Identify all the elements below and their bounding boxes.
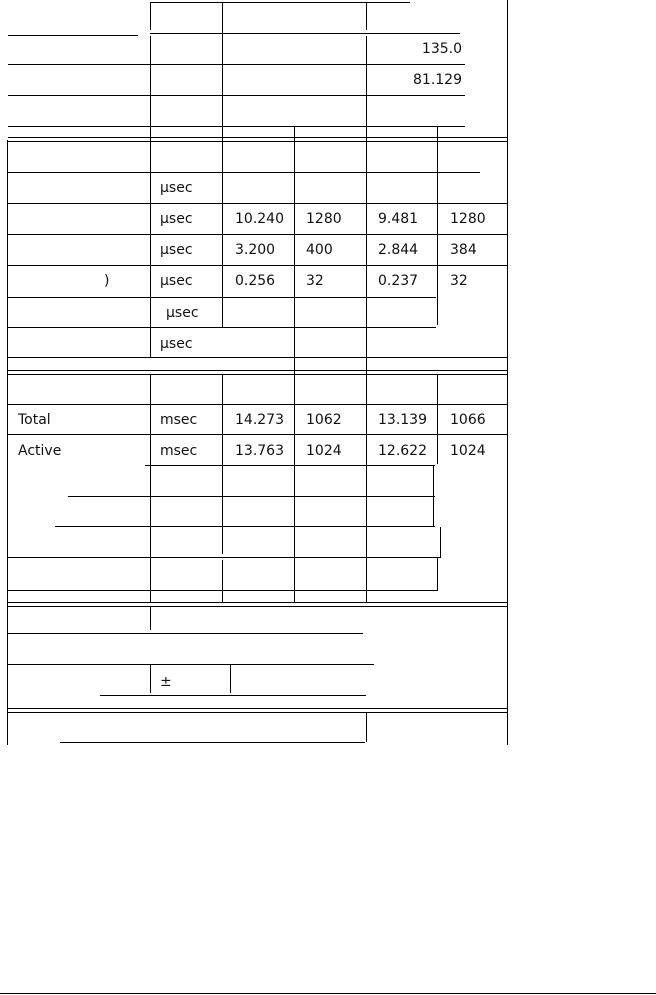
unit-cell: µsec (160, 180, 193, 196)
rule (8, 357, 508, 358)
unit-cell: msec (160, 412, 198, 428)
rule (145, 465, 435, 466)
row-label-total: Total (18, 412, 51, 428)
rule (55, 526, 435, 527)
unit-cell: µsec (160, 336, 193, 352)
col-divider (437, 558, 438, 590)
count-cell: 400 (306, 242, 333, 258)
value-cell: 9.481 (378, 211, 419, 227)
unit-cell: µsec (160, 273, 193, 289)
count-cell: 1062 (306, 412, 342, 428)
col-divider (150, 36, 151, 358)
value-cell: 2.844 (378, 242, 419, 258)
rule (60, 742, 365, 743)
rule (8, 203, 508, 204)
header-value-1: 135.0 (421, 41, 462, 57)
col-divider (150, 2, 151, 30)
header-value-2: 81.129 (413, 72, 462, 88)
value-cell: 3.200 (235, 242, 276, 258)
unit-cell: µsec (160, 242, 193, 258)
rule (8, 708, 508, 709)
rule (8, 557, 441, 558)
col-divider (222, 2, 223, 328)
value-cell: 0.237 (378, 273, 419, 289)
col-divider (366, 2, 367, 30)
col-divider (366, 712, 367, 742)
value-cell: 14.273 (235, 412, 284, 428)
count-cell: 384 (450, 242, 477, 258)
value-cell: 13.763 (235, 443, 284, 459)
col-divider (294, 327, 295, 602)
rule (8, 606, 508, 607)
table-right-border (507, 0, 508, 745)
col-divider (437, 127, 438, 325)
rule (8, 712, 508, 713)
rule (8, 172, 480, 173)
col-divider (440, 527, 441, 557)
col-divider (433, 466, 434, 526)
rule (8, 370, 508, 371)
rule (8, 141, 508, 142)
col-divider (150, 665, 151, 693)
rule (8, 602, 508, 603)
count-cell: 1024 (450, 443, 486, 459)
fragment-glyph: ) (104, 273, 110, 289)
count-cell: 32 (306, 273, 324, 289)
rule (8, 95, 465, 96)
rule (150, 2, 410, 3)
rule (150, 33, 460, 34)
col-divider (150, 606, 151, 630)
value-cell: 10.240 (235, 211, 284, 227)
col-divider (222, 560, 223, 602)
tolerance-symbol: ± (160, 674, 172, 690)
col-divider (366, 36, 367, 602)
col-divider (294, 127, 295, 327)
unit-cell: msec (160, 443, 198, 459)
rule (8, 35, 138, 36)
rule (8, 137, 508, 138)
count-cell: 1024 (306, 443, 342, 459)
rule (8, 265, 508, 266)
col-divider (230, 665, 231, 693)
rule (8, 434, 508, 435)
value-cell: 12.622 (378, 443, 427, 459)
col-divider (437, 374, 438, 464)
rule (8, 374, 508, 375)
count-cell: 1280 (306, 211, 342, 227)
rule (68, 496, 435, 497)
value-cell: 13.139 (378, 412, 427, 428)
rule (8, 664, 374, 665)
table-left-border (7, 140, 8, 745)
page-footer-rule (0, 993, 656, 994)
rule (100, 695, 366, 696)
rule (8, 126, 465, 127)
rule (8, 64, 465, 65)
unit-cell: µsec (160, 211, 193, 227)
rule (8, 234, 508, 235)
row-label-active: Active (18, 443, 62, 459)
rule (8, 633, 363, 634)
rule (8, 404, 508, 405)
unit-cell: µsec (166, 305, 199, 321)
count-cell: 1066 (450, 412, 486, 428)
count-cell: 32 (450, 273, 468, 289)
col-divider (222, 374, 223, 554)
rule (8, 590, 438, 591)
value-cell: 0.256 (235, 273, 276, 289)
col-divider (150, 374, 151, 602)
count-cell: 1280 (450, 211, 486, 227)
